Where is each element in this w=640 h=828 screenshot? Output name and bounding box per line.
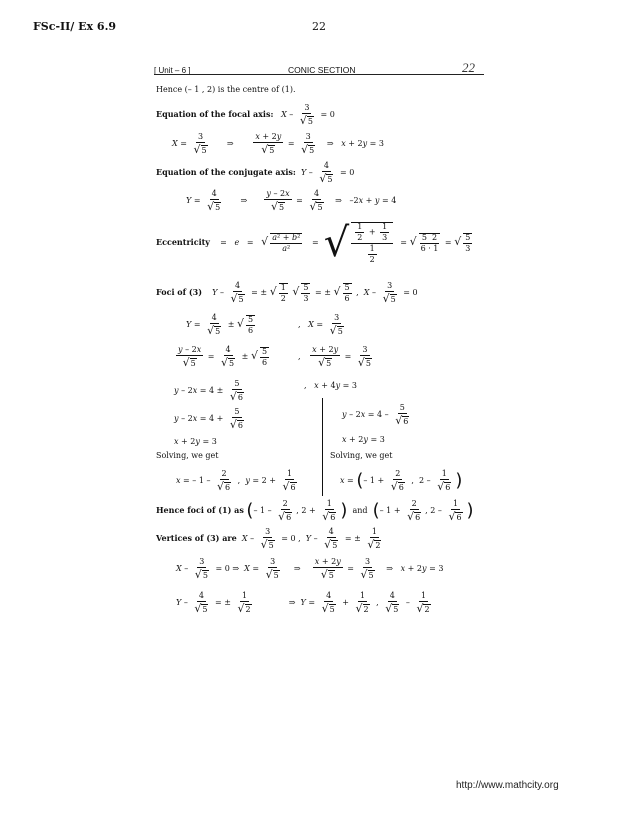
handwritten-page-mark: 22 [462,60,475,75]
foci-simplified-left: y – 2x = 4 ± $\frac{5}{√6}$ [174,379,244,403]
focal-axis-label: Equation of the focal axis: [156,109,274,119]
centre-statement: Hence (– 1 , 2) is the centre of (1). [156,85,296,94]
focal-axis-solution: X = $\frac{3}{√5}$ ⇒ $\frac{x + 2y}{√5}$ = $\frac{3}{√5}$ ⇒ x + 2y = 3 [172,132,385,156]
focal-axis-equation: Equation of the focal axis: X – $\frac{3}{√5}$ = 0 [156,103,335,127]
foci-label: Foci of (3) [156,287,202,297]
eccentricity-equation: Eccentricity = e = √ $\frac{\text{a² + b²}}{\text{a²}}$ = √ $\frac{1}{2}$ + $\frac{1}{3}$ $\frac{1}{2}$ = √ $\frac{5 2}{6 \cdot 1}$ = √ $\frac{5}{3}$ [156,220,471,266]
page-number: 22 [312,20,326,33]
conjugate-axis-equation: Equation of the conjugate axis: Y – $\frac{4}{√5}$ = 0 [156,161,355,185]
solving-right-label: Solving, we get [330,451,393,460]
foci-equation: Foci of (3) Y – $\frac{4}{√5}$ = ± √ $\frac{1}{2}$ √ $\frac{5}{3}$ = ± √ $\frac{5}{6}$ , X – $\frac{3}{√5}$ = 0 [156,281,418,305]
foci-simplified-right: , x + 4y = 3 [304,381,357,390]
hence-foci-label: Hence foci of (1) as [156,505,244,515]
unit-header-rule [154,74,484,75]
right-solution: x = (– 1 + $\frac{2}{√6}$ , 2 – $\frac{1}{√6}$ ) [340,469,463,493]
vertices-label: Vertices of (3) are [156,533,237,543]
column-divider [322,398,323,496]
footer-url: http://www.mathcity.org [456,780,559,791]
left-solution: x = – 1 – $\frac{2}{√6}$ , y = 2 + $\frac{1}{√6}$ [176,469,296,493]
foci-substitution-left: $\frac{y - 2x}{√5}$ = $\frac{4}{√5}$ ± √ $\frac{5}{6}$ [178,345,268,369]
vertices-y-solution: Y – $\frac{4}{√5}$ = ± $\frac{1}{√2}$ ⇒ Y = $\frac{4}{√5}$ + $\frac{1}{√2}$ , $\frac{4}{√5}$ – $\frac{1}{√2}$ [176,591,430,615]
section-title: CONIC SECTION [288,65,356,75]
left-case-equation-2: x + 2y = 3 [174,437,217,446]
hence-foci-statement: Hence foci of (1) as (– 1 – $\frac{2}{√6}$ , 2 + $\frac{1}{√6}$ ) and (– 1 + $\frac{2}{√6}$ , 2 – $\frac{1}{√6}$ ) [156,499,474,523]
unit-label: [ Unit – 6 ] [154,66,191,75]
foci-x-value: , X = $\frac{3}{√5}$ [298,313,343,337]
conjugate-axis-solution: Y = $\frac{4}{√5}$ ⇒ $\frac{y - 2x}{√5}$ = $\frac{4}{√5}$ ⇒ –2x + y = 4 [186,189,397,213]
right-case-equation-2: x + 2y = 3 [342,435,385,444]
foci-y-value: Y = $\frac{4}{√5}$ ± √ $\frac{5}{6}$ [186,313,254,337]
vertices-x-solution: X – $\frac{3}{√5}$ = 0 ⇒ X = $\frac{3}{√5}$ ⇒ $\frac{x + 2y}{√5}$ = $\frac{3}{√5}$ ⇒ x + 2y = 3 [176,557,444,581]
vertices-equation: Vertices of (3) are X – $\frac{3}{√5}$ = 0 , Y – $\frac{4}{√5}$ = ± $\frac{1}{√2}$ [156,527,381,551]
eccentricity-label: Eccentricity [156,237,210,247]
conjugate-axis-label: Equation of the conjugate axis: [156,167,296,177]
right-case-equation-1: y – 2x = 4 – $\frac{5}{√6}$ [342,403,409,427]
solving-left-label: Solving, we get [156,451,219,460]
document-code: FSc-II/ Ex 6.9 [33,20,117,33]
and-word: and [352,506,368,515]
left-case-equation-1: y – 2x = 4 + $\frac{5}{√6}$ [174,407,244,431]
foci-substitution-right: , $\frac{x + 2y}{√5}$ = $\frac{3}{√5}$ [298,345,372,369]
